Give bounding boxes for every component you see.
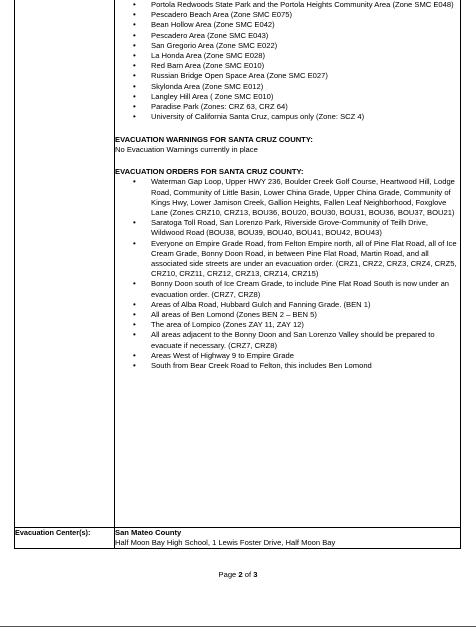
evacuation-center-row — [15, 528, 461, 549]
zone-list-item: • University of California Santa Cruz, campus only (Zone: SCZ 4) — [143, 112, 460, 122]
orders-heading: EVACUATION ORDERS FOR SANTA CRUZ COUNTY: — [115, 167, 304, 177]
zone-list-item: • Russian Bridge Open Space Area (Zone SMC E027) — [143, 71, 460, 81]
order-list-item: • All areas of Ben Lomond (Zones BEN 2 – BEN 5) — [143, 310, 460, 320]
order-list-item: • Areas of Alba Road, Hubbard Gulch and Fanning Grade. (BEN 1) — [143, 300, 460, 310]
warnings-text: No Evacuation Warnings currently in place — [115, 145, 258, 155]
zone-list-item: • Bean Hollow Area (Zone SMC E042) — [143, 20, 460, 30]
footer-prefix: Page — [218, 570, 239, 579]
evacuation-center-label: Evacuation Center(s): — [15, 528, 115, 549]
orders-list — [115, 177, 460, 371]
order-list-item: • Bonny Doon south of Ice Cream Grade, to include Pine Flat Road South is now under an evacuation order. (CRZ7, CRZ8) — [143, 279, 460, 299]
order-list-item: • South from Bear Creek Road to Felton, this includes Ben Lomond — [143, 361, 460, 371]
zone-list-item: • Portola Redwoods State Park and the Portola Heights Community Area (Zone SMC E048) — [143, 0, 460, 10]
zone-list-item: • Langley Hill Area ( Zone SMC E010) — [143, 92, 460, 102]
zone-list-item: • Pescadero Area (Zone SMC E043) — [143, 31, 460, 41]
warnings-heading: EVACUATION WARNINGS FOR SANTA CRUZ COUNTY: — [115, 135, 313, 145]
zone-list-item: • Paradise Park (Zones: CRZ 63, CRZ 64) — [143, 102, 460, 112]
footer-page-total: 3 — [253, 570, 258, 579]
evacuation-center-location: Half Moon Bay High School, 1 Lewis Foster Drive, Half Moon Bay — [115, 538, 336, 547]
evacuation-table — [14, 0, 461, 549]
footer-of: of — [242, 570, 254, 579]
page-footer — [0, 570, 476, 579]
parks-list — [115, 0, 460, 122]
zone-list-item: • Pescadero Beach Area (Zone SMC E075) — [143, 10, 460, 20]
zones-content-cell — [115, 0, 461, 528]
zone-list-item: • Skylonda Area (Zone SMC E012) — [143, 82, 460, 92]
zone-list-item: • Red Barn Area (Zone SMC E010) — [143, 61, 460, 71]
zone-list-item: • La Honda Area (Zone SMC E028) — [143, 51, 460, 61]
zones-row — [15, 0, 461, 528]
order-list-item: • Areas West of Highway 9 to Empire Grade — [143, 351, 460, 361]
order-list-item: • The area of Lompico (Zones ZAY 11, ZAY 12) — [143, 320, 460, 330]
evacuation-center-content — [115, 528, 461, 549]
empty-label-cell — [15, 0, 115, 528]
order-list-item: • Saratoga Toll Road, San Lorenzo Park, Riverside Grove-Community of Teilh Drive, Wildwood Road (BOU38, BOU39, BOU40, BOU41, BOU42, BOU43) — [143, 218, 460, 238]
footer-page-number: 2 — [238, 570, 243, 579]
bottom-rule — [0, 626, 476, 627]
zone-list-item: • San Gregorio Area (Zone SMC E022) — [143, 41, 460, 51]
evacuation-center-county: San Mateo County — [115, 528, 182, 537]
order-list-item: • All areas adjacent to the Bonny Doon and San Lorenzo Valley should be prepared to evacuate if necessary. (CRZ7, CRZ8) — [143, 330, 460, 350]
order-list-item: • Waterman Gap Loop, Upper HWY 236, Boulder Creek Golf Course, Heartwood Hill, Lodge Road, Community of Little Basin, Lower China Grade, Upper China Grade, Community of Kings Hwy, Lower Jamison Creek, Gallion Heights, Fallen Leaf Neighborhood, Foxglove Lane (Zones CRZ10, CRZ13, BOU36, BOU20, BOU30, BOU31, BOU36, BOU37, BOU21) — [143, 177, 460, 218]
order-list-item: • Everyone on Empire Grade Road, from Felton Empire north, all of Pine Flat Road, all of Ice Cream Grade, Bonny Doon Road, in between Pine Flat Road, Martin Road, and all associated side streets are under an evacuation order. (CRZ1, CRZ2, CRZ3, CRZ4, CRZ5, CRZ10, CRZ11, CRZ12, CRZ13, CRZ14, CRZ15) — [143, 239, 460, 280]
